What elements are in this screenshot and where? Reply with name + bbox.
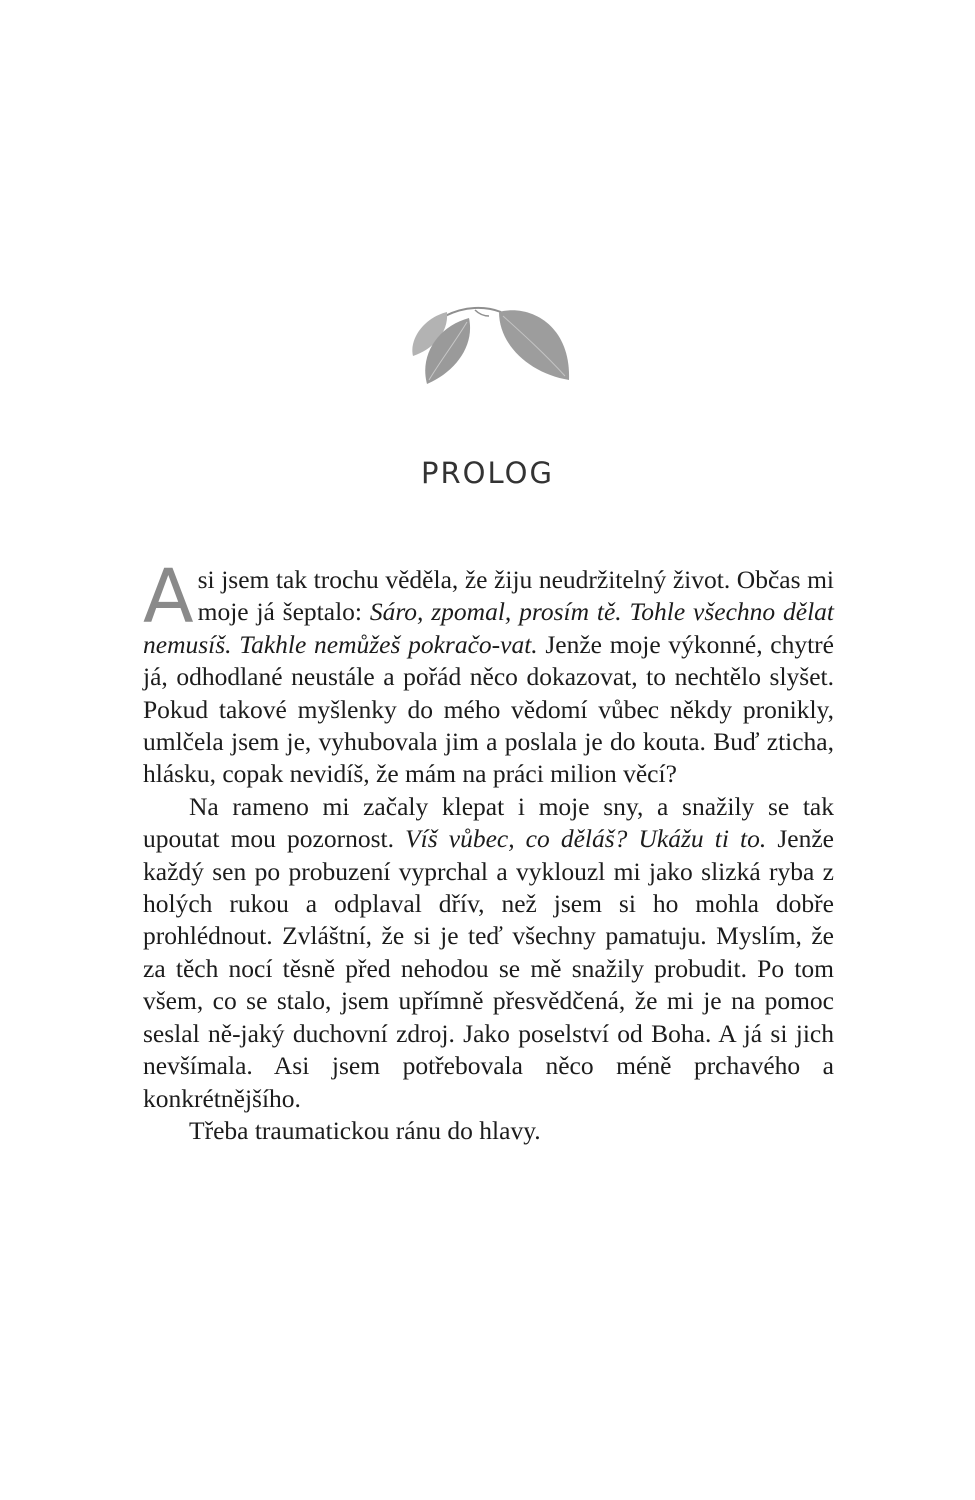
- text-segment: Jenže moje výkonné, chytré já, odhodlané neustále a pořád něco dokazovat, to nechtělo slyšet. Pokud takové myšlenky do mého vědomí vůbec někdy pronikly, umlčela jsem je, vyhubovala jim a poslala je do kouta. Buď zticha, hlásku, copak nevidíš, že mám na práci milion věcí?: [143, 629, 834, 789]
- text-segment: Třeba traumatickou ránu do hlavy.: [189, 1115, 541, 1145]
- paragraph: [143, 1115, 834, 1147]
- italic-segment: Víš vůbec, co děláš? Ukážu ti to.: [405, 824, 767, 854]
- paragraph: [143, 791, 834, 1115]
- text-segment: Jenže každý sen po probuzení vyprchal a vyklouzl mi jako slizká ryba z holých rukou a odplaval dřív, než jsem si ho mohla dobře prohlédnout. Zvláštní, že si je teď všechny pamatuju. Myslím, že za těch nocí těsně před nehodou se mě snažily probudit. Po tom všem, co se stalo, jsem upřímně přesvědčená, že mi je na pomoc seslal ně-jaký duchovní zdroj. Jako poselství od Boha. A já si jich nevšímala. Asi jsem potřebovala něco méně prchavého a konkrétnějšího.: [143, 824, 834, 1113]
- leaves-icon: [405, 298, 575, 390]
- paragraph: [143, 554, 834, 791]
- italic-segment: Sáro, zpomal, prosím tě. Tohle všechno dělat nemusíš. Takhle nemůžeš pokračo-vat.: [143, 597, 834, 659]
- chapter-title: PROLOG: [421, 456, 554, 490]
- body-text: [143, 554, 834, 1147]
- drop-cap: A: [143, 554, 194, 640]
- text-segment: Na rameno mi začaly klepat i moje sny, a snažily se tak upoutat mou pozornost.: [143, 791, 834, 854]
- text-segment: si jsem tak trochu věděla, že žiju neudržitelný život. Občas mi moje já šeptalo:: [197, 565, 834, 627]
